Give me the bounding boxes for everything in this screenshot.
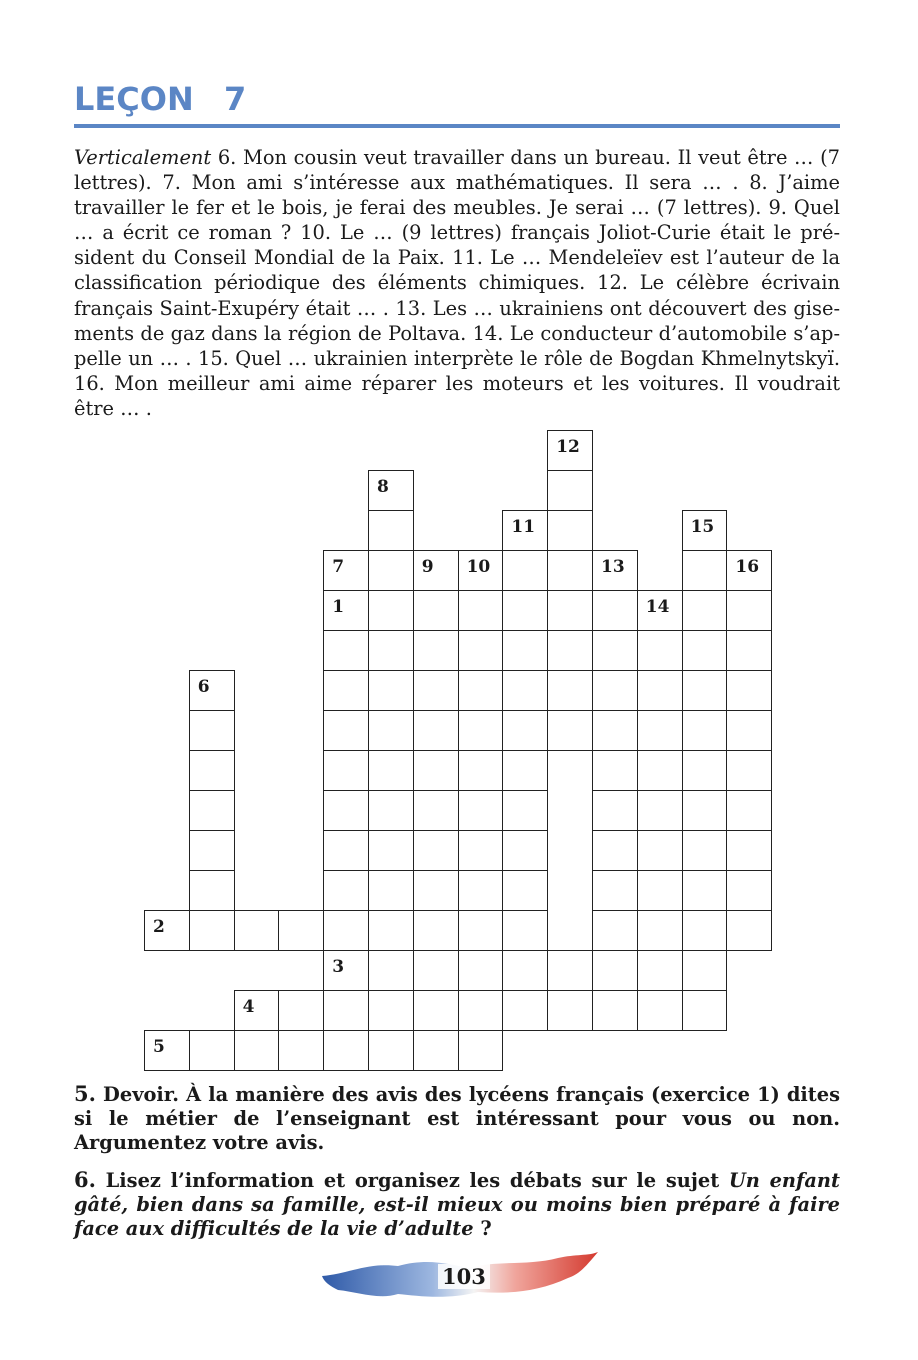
- crossword-cell: [726, 630, 772, 671]
- crossword-cell: [189, 830, 235, 871]
- crossword-cell: [726, 830, 772, 871]
- crossword-cell: [547, 670, 593, 711]
- crossword-cell: [682, 630, 728, 671]
- crossword-number: 8: [377, 477, 389, 497]
- crossword-cell: [502, 910, 548, 951]
- crossword-cell: [682, 750, 728, 791]
- crossword-cell: [547, 630, 593, 671]
- crossword-cell: [726, 750, 772, 791]
- crossword-cell: [413, 670, 459, 711]
- crossword-cell: [682, 910, 728, 951]
- crossword-cell: [368, 550, 414, 591]
- crossword-cell: [592, 750, 638, 791]
- crossword-number: 3: [332, 957, 345, 977]
- crossword-cell: [637, 870, 683, 911]
- crossword-cell: [682, 990, 728, 1031]
- crossword-cell: [413, 830, 459, 871]
- crossword-cell: [502, 750, 548, 791]
- exercise-5-text: Devoir. À la manière des avis des lycéens français (exercice 1) dites si le métier de l’enseignant est intéressant pour vous ou non. Argumentez votre avis.: [74, 1083, 840, 1154]
- crossword-cell: [502, 510, 548, 551]
- crossword-cell: [323, 790, 369, 831]
- crossword-cell: [323, 710, 369, 751]
- crossword-cell: [368, 750, 414, 791]
- crossword-cell: [592, 790, 638, 831]
- crossword-cell: [278, 990, 324, 1031]
- crossword-cell: [323, 1030, 369, 1071]
- crossword-cell: [368, 830, 414, 871]
- crossword-cell: [323, 750, 369, 791]
- crossword-cell: [413, 950, 459, 991]
- crossword-cell: [682, 830, 728, 871]
- crossword-cell: [458, 910, 504, 951]
- crossword-cell: [592, 710, 638, 751]
- crossword-cell: [502, 590, 548, 631]
- crossword-cell: [413, 910, 459, 951]
- crossword-cell: [413, 710, 459, 751]
- exercise-5: [74, 1082, 840, 1155]
- crossword-cell: [458, 950, 504, 991]
- crossword-cell: [726, 550, 772, 591]
- crossword-cell: [413, 590, 459, 631]
- crossword-number: 16: [735, 557, 760, 577]
- exercise-6-end: ?: [473, 1217, 492, 1240]
- crossword-number: 11: [511, 517, 536, 537]
- crossword-number: 15: [690, 517, 715, 537]
- crossword-cell: [458, 550, 504, 591]
- crossword-cell: [592, 950, 638, 991]
- crossword-number: 10: [466, 557, 491, 577]
- crossword-cell: [413, 550, 459, 591]
- crossword-cell: [637, 590, 683, 631]
- crossword-cell: [547, 510, 593, 551]
- crossword-number: 14: [645, 597, 670, 617]
- crossword-cell: [637, 630, 683, 671]
- crossword-cell: [368, 910, 414, 951]
- crossword-cell: [144, 910, 190, 951]
- crossword-cell: [682, 590, 728, 631]
- crossword-cell: [458, 710, 504, 751]
- crossword-cell: [726, 590, 772, 631]
- crossword-cell: [547, 950, 593, 991]
- crossword-cell: [368, 470, 414, 511]
- crossword-cell: [234, 990, 280, 1031]
- crossword-cell: [323, 950, 369, 991]
- crossword-cell: [458, 790, 504, 831]
- crossword-cell: [458, 1030, 504, 1071]
- crossword-cell: [502, 950, 548, 991]
- exercise-5-number: 5.: [74, 1081, 96, 1106]
- crossword-cell: [368, 870, 414, 911]
- crossword-cell: [368, 510, 414, 551]
- crossword-cell: [726, 670, 772, 711]
- crossword-cell: [637, 670, 683, 711]
- crossword-cell: [458, 870, 504, 911]
- crossword-cell: [682, 870, 728, 911]
- crossword-cell: [458, 830, 504, 871]
- crossword-cell: [413, 750, 459, 791]
- page-number: 103: [438, 1264, 490, 1289]
- crossword-cell: [458, 990, 504, 1031]
- crossword-cell: [592, 830, 638, 871]
- crossword-cell: [592, 990, 638, 1031]
- crossword-cell: [323, 630, 369, 671]
- crossword-cell: [323, 910, 369, 951]
- lesson-title: LEÇON: [74, 80, 194, 118]
- crossword-cell: [592, 670, 638, 711]
- crossword-cell: [323, 870, 369, 911]
- crossword-cell: [502, 990, 548, 1031]
- crossword-cell: [458, 750, 504, 791]
- exercise-6: [74, 1168, 840, 1241]
- crossword-cell: [189, 710, 235, 751]
- crossword-cell: [323, 830, 369, 871]
- crossword-cell: [323, 550, 369, 591]
- clues-body: 6. Mon cousin veut travailler dans un bureau. Il veut être … (7 lettres). 7. Mon ami s’intéresse aux mathématiques. Il sera … . 8. J’aime travailler le fer et le bois, je ferai des meubles. Je serai … (7 lettres). 9. Quel … a écrit ce roman ? 10. Le … (9 lettres) français Joliot-Curie était le président du Conseil Mondial de la Paix. 11. Le … Mendeleïev est l’auteur de la classification périodique des éléments chimiques. 12. Le célèbre écrivain français Saint-Exupéry était … . 13. Les … ukrainiens ont découvert des gisements de gaz dans la région de Poltava. 14. Le conducteur d’automobile s’appelle un … . 15. Quel … ukrainien interprète le rôle de Bogdan Khmelnytskyï. 16. Mon meilleur ami aime réparer les moteurs et les voitures. Il voudrait être … .: [74, 146, 840, 420]
- crossword-cell: [413, 870, 459, 911]
- crossword-cell: [189, 750, 235, 791]
- crossword-cell: [368, 1030, 414, 1071]
- crossword-cell: [592, 590, 638, 631]
- crossword-cell: [502, 830, 548, 871]
- exercise-6-number: 6.: [74, 1167, 96, 1192]
- crossword-cell: [682, 710, 728, 751]
- crossword-cell: [234, 910, 280, 951]
- crossword-cell: [189, 910, 235, 951]
- crossword-cell: [502, 670, 548, 711]
- crossword-cell: [323, 590, 369, 631]
- crossword-number: 1: [332, 597, 345, 617]
- crossword-cell: [637, 710, 683, 751]
- crossword-number: 5: [153, 1037, 165, 1057]
- crossword-cell: [592, 550, 638, 591]
- exercise-6-topic: Un enfant gâté, bien dans sa famille, est-il mieux ou moins bien préparé à faire face aux difficultés de la vie d’adulte: [74, 1169, 840, 1240]
- crossword-cell: [189, 1030, 235, 1071]
- crossword-cell: [592, 630, 638, 671]
- crossword-cell: [234, 1030, 280, 1071]
- exercise-6-text: Lisez l’information et organisez les débats sur le sujet: [95, 1169, 729, 1192]
- crossword-cell: [368, 590, 414, 631]
- crossword-cell: [278, 910, 324, 951]
- crossword-cell: [682, 950, 728, 991]
- crossword-cell: [458, 670, 504, 711]
- crossword-cell: [726, 790, 772, 831]
- crossword-cell: [682, 670, 728, 711]
- crossword-cell: [637, 750, 683, 791]
- crossword-cell: [413, 990, 459, 1031]
- crossword-cell: [278, 1030, 324, 1071]
- crossword-cell: [189, 870, 235, 911]
- crossword-cell: [189, 790, 235, 831]
- crossword-cell: [144, 1030, 190, 1071]
- crossword-cell: [502, 550, 548, 591]
- crossword-number: 4: [242, 997, 255, 1017]
- crossword-number: 13: [601, 557, 625, 577]
- crossword-number: 12: [556, 437, 580, 457]
- crossword-cell: [458, 630, 504, 671]
- lesson-number: 7: [224, 80, 247, 118]
- crossword-cell: [547, 710, 593, 751]
- crossword-cell: [368, 710, 414, 751]
- crossword-cell: [726, 910, 772, 951]
- crossword-cell: [368, 670, 414, 711]
- crossword-cell: [682, 790, 728, 831]
- crossword-cell: [368, 630, 414, 671]
- crossword-cell: [502, 870, 548, 911]
- crossword-cell: [368, 790, 414, 831]
- crossword-cell: [547, 990, 593, 1031]
- crossword-cell: [592, 910, 638, 951]
- crossword-cell: [592, 870, 638, 911]
- crossword-cell: [413, 790, 459, 831]
- crossword-cell: [726, 870, 772, 911]
- crossword-cell: [323, 670, 369, 711]
- crossword-cell: [368, 990, 414, 1031]
- crossword-cell: [682, 550, 728, 591]
- crossword-cell: [726, 710, 772, 751]
- crossword-number: 2: [153, 917, 165, 937]
- crossword-cell: [637, 830, 683, 871]
- crossword-cell: [323, 990, 369, 1031]
- crossword-cell: [682, 510, 728, 551]
- crossword-cell: [547, 430, 593, 471]
- crossword-number: 9: [421, 557, 434, 577]
- crossword-cell: [637, 910, 683, 951]
- crossword-cell: [637, 950, 683, 991]
- crossword-number: 7: [332, 557, 345, 577]
- clues-intro: Verticalement: [74, 146, 212, 169]
- crossword-cell: [368, 950, 414, 991]
- crossword-cell: [547, 550, 593, 591]
- crossword-cell: [637, 990, 683, 1031]
- crossword-cell: [458, 590, 504, 631]
- crossword-cell: [637, 790, 683, 831]
- crossword-cell: [547, 590, 593, 631]
- crossword-cell: [502, 630, 548, 671]
- crossword-cell: [189, 670, 235, 711]
- crossword-number: 6: [197, 677, 210, 697]
- crossword-cell: [413, 630, 459, 671]
- crossword-cell: [502, 790, 548, 831]
- crossword-cell: [502, 710, 548, 751]
- crossword-cell: [547, 470, 593, 511]
- page-footer: [318, 1252, 600, 1304]
- crossword-cell: [413, 1030, 459, 1071]
